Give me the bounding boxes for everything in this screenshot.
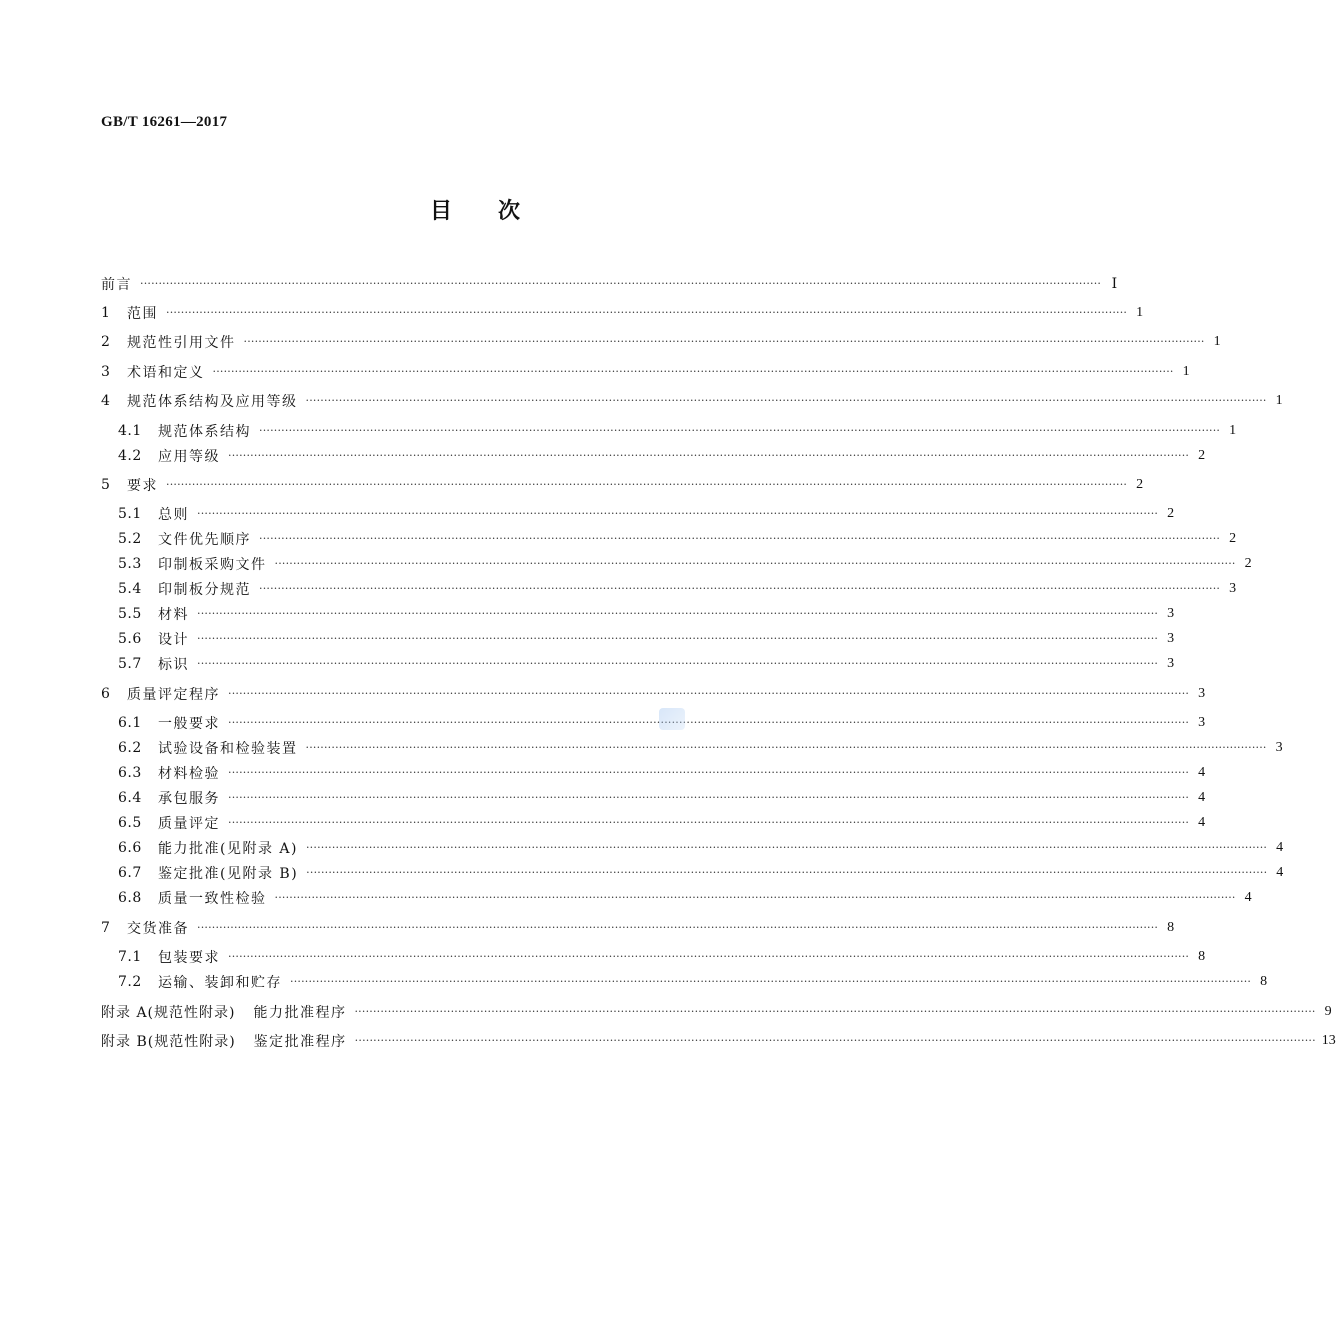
dot-leader: ···································································································································································································································································· xyxy=(197,921,1159,934)
toc-entry-title: 总则 xyxy=(158,507,189,523)
toc-title-part-2: 次 xyxy=(498,199,521,224)
toc-entry-title: 承包服务 xyxy=(158,791,220,807)
toc-entry-title: 鉴定批准程序 xyxy=(253,1034,347,1050)
toc-entry-number: 6.6 xyxy=(118,840,142,856)
toc-entry[interactable] xyxy=(101,1000,1332,1024)
toc-entry-page: 2 xyxy=(1136,477,1144,492)
dot-leader: ···································································································································································································································································· xyxy=(274,557,1236,570)
toc-entry-title: 试验设备和检验装置 xyxy=(158,741,298,757)
toc-entry-number: 6.2 xyxy=(118,740,142,756)
toc-entry-page: 1 xyxy=(1182,364,1190,379)
toc-entry-number: 6.4 xyxy=(118,790,142,806)
dot-leader: ···································································································································································································································································· xyxy=(274,891,1236,904)
toc-entry-title: 标识 xyxy=(158,657,189,673)
toc-entry-number: 附录 A(规范性附录) xyxy=(101,1005,236,1021)
toc-entry-title: 术语和定义 xyxy=(127,365,205,381)
toc-entry-page: 2 xyxy=(1167,506,1175,521)
toc-entry-number: 7.1 xyxy=(118,949,142,965)
toc-entry-number: 3 xyxy=(101,364,111,380)
toc-entry-title: 范围 xyxy=(127,306,158,322)
toc-entry-page: 4 xyxy=(1198,790,1206,805)
toc-entry-page: 4 xyxy=(1198,765,1206,780)
toc-entry-number: 4.2 xyxy=(118,448,142,464)
toc-entry-page: 2 xyxy=(1198,448,1206,463)
toc-entry[interactable] xyxy=(101,301,1144,325)
toc-entry-page: 8 xyxy=(1198,949,1206,964)
dot-leader: ···································································································································································································································································· xyxy=(197,632,1159,645)
toc-entry-page: 4 xyxy=(1244,890,1252,905)
dot-leader: ···································································································································································································································································· xyxy=(305,394,1267,407)
toc-entry-title: 规范性引用文件 xyxy=(127,335,236,351)
toc-entry-number: 5.7 xyxy=(118,656,142,672)
toc-entry-title: 印制板分规范 xyxy=(158,582,251,598)
toc-entry-title: 应用等级 xyxy=(158,449,220,465)
toc-entry[interactable] xyxy=(118,627,1175,651)
dot-leader: ···································································································································································································································································· xyxy=(228,816,1190,829)
toc-entry-number: 5 xyxy=(101,477,111,493)
toc-entry-title: 交货准备 xyxy=(127,921,189,937)
toc-entry-title: 质量评定程序 xyxy=(127,687,220,703)
toc-entry-page: 3 xyxy=(1229,581,1237,596)
toc-entry[interactable] xyxy=(118,602,1175,626)
toc-entry-title: 设计 xyxy=(158,632,189,648)
toc-entry-number: 6 xyxy=(101,686,111,702)
toc-entry-page: 8 xyxy=(1167,920,1175,935)
toc-entry[interactable] xyxy=(118,836,1284,860)
toc-entry-page: 8 xyxy=(1260,974,1268,989)
toc-entry-title: 质量评定 xyxy=(158,816,220,832)
dot-leader: ···································································································································································································································································· xyxy=(212,365,1174,378)
toc-entry-page: 4 xyxy=(1276,865,1284,880)
toc-entry-number: 6.5 xyxy=(118,815,142,831)
toc-entry-number: 6.1 xyxy=(118,715,142,731)
toc-entry-page: 9 xyxy=(1324,1004,1332,1019)
toc-entry[interactable] xyxy=(101,682,1206,706)
dot-leader: ···································································································································································································································································· xyxy=(305,841,1268,854)
toc-entry-number: 2 xyxy=(101,334,111,350)
toc-entry[interactable] xyxy=(118,444,1206,468)
dot-leader: ···································································································································································································································································· xyxy=(228,687,1190,700)
toc-entry-page: 13 xyxy=(1321,1033,1336,1048)
toc-entry-page: 3 xyxy=(1167,656,1175,671)
toc-entry-number: 5.5 xyxy=(118,606,142,622)
toc-entry-title: 要求 xyxy=(127,478,158,494)
toc-entry[interactable] xyxy=(101,272,1118,296)
toc-title xyxy=(0,194,950,225)
toc-entry-page: 3 xyxy=(1167,631,1175,646)
toc-entry-title: 前言 xyxy=(101,277,132,293)
toc-entry-title: 材料检验 xyxy=(158,766,220,782)
toc-entry[interactable] xyxy=(118,861,1284,885)
toc-entry[interactable] xyxy=(118,552,1252,576)
toc-entry[interactable] xyxy=(118,502,1175,526)
toc-entry-number: 5.6 xyxy=(118,631,142,647)
standard-code: GB/T 16261—2017 xyxy=(101,114,228,130)
toc-entry[interactable] xyxy=(118,970,1268,994)
toc-entry[interactable] xyxy=(101,389,1283,413)
dot-leader: ···································································································································································································································································· xyxy=(228,716,1190,729)
dot-leader: ···································································································································································································································································· xyxy=(305,741,1267,754)
toc-entry-page: 2 xyxy=(1229,531,1237,546)
toc-entry-number: 5.1 xyxy=(118,506,142,522)
toc-entry-page: 4 xyxy=(1276,840,1284,855)
toc-entry-number: 5.2 xyxy=(118,531,142,547)
toc-entry-title: 运输、装卸和贮存 xyxy=(158,975,282,991)
toc-entry[interactable] xyxy=(101,360,1190,384)
dot-leader: ···································································································································································································································································· xyxy=(259,424,1221,437)
toc-entry-title: 规范体系结构 xyxy=(158,424,251,440)
toc-entry-page: 1 xyxy=(1275,393,1283,408)
toc-title-part-1: 目 xyxy=(429,199,452,224)
toc-entry[interactable] xyxy=(101,916,1175,940)
dot-leader: ···································································································································································································································································· xyxy=(228,791,1190,804)
dot-leader: ···································································································································································································································································· xyxy=(354,1034,1316,1047)
toc-entry-page: 1 xyxy=(1213,334,1221,349)
toc-entry-number: 6.3 xyxy=(118,765,142,781)
toc-entry[interactable] xyxy=(118,786,1206,810)
watermark-logo-icon xyxy=(659,708,685,730)
toc-entry[interactable] xyxy=(118,886,1252,910)
toc-entry[interactable] xyxy=(118,577,1237,601)
toc-entry-number: 5.4 xyxy=(118,581,142,597)
toc-entry[interactable] xyxy=(118,711,1206,735)
toc-entry-page: 3 xyxy=(1275,740,1283,755)
toc-entry-page: 4 xyxy=(1198,815,1206,830)
toc-entry[interactable] xyxy=(118,652,1175,676)
toc-entry-page: 1 xyxy=(1136,305,1144,320)
dot-leader: ···································································································································································································································································· xyxy=(197,657,1159,670)
toc-entry-number: 7.2 xyxy=(118,974,142,990)
toc-entry[interactable] xyxy=(101,473,1144,497)
dot-leader: ···································································································································································································································································· xyxy=(243,335,1205,348)
dot-leader: ···································································································································································································································································· xyxy=(306,866,1268,879)
toc-entry-title: 印制板采购文件 xyxy=(158,557,267,573)
toc-entry-page: 2 xyxy=(1244,556,1252,571)
toc-entry-number: 4.1 xyxy=(118,423,142,439)
toc-entry-title: 质量一致性检验 xyxy=(158,891,267,907)
toc-entry-title: 包装要求 xyxy=(158,950,220,966)
dot-leader: ···································································································································································································································································· xyxy=(259,532,1221,545)
toc-entry[interactable] xyxy=(118,527,1237,551)
toc-entry[interactable] xyxy=(118,811,1206,835)
dot-leader: ···································································································································································································································································· xyxy=(166,478,1128,491)
toc-entry-number: 1 xyxy=(101,305,111,321)
toc-entry[interactable] xyxy=(118,736,1283,760)
toc-entry-number: 4 xyxy=(101,393,111,409)
toc-entry-title: 鉴定批准(见附录 B) xyxy=(158,866,299,882)
toc-entry-number: 5.3 xyxy=(118,556,142,572)
toc-entry-page: 1 xyxy=(1229,423,1237,438)
toc-entry-title: 能力批准(见附录 A) xyxy=(158,841,298,857)
toc-entry[interactable] xyxy=(101,330,1221,354)
toc-entry-page: 3 xyxy=(1198,686,1206,701)
dot-leader: ···································································································································································································································································· xyxy=(354,1005,1316,1018)
toc-entry-title: 规范体系结构及应用等级 xyxy=(127,394,298,410)
dot-leader: ···································································································································································································································································· xyxy=(140,277,1102,290)
toc-entry[interactable] xyxy=(101,1029,1336,1053)
dot-leader: ···································································································································································································································································· xyxy=(197,607,1159,620)
dot-leader: ···································································································································································································································································· xyxy=(197,507,1159,520)
toc-entry[interactable] xyxy=(118,945,1206,969)
toc-entry[interactable] xyxy=(118,419,1237,443)
dot-leader: ···································································································································································································································································· xyxy=(166,306,1128,319)
dot-leader: ···································································································································································································································································· xyxy=(259,582,1221,595)
toc-entry[interactable] xyxy=(118,761,1206,785)
toc-entry-number: 附录 B(规范性附录) xyxy=(101,1034,236,1050)
toc-entry-page: 3 xyxy=(1198,715,1206,730)
toc-entry-page: 3 xyxy=(1167,606,1175,621)
toc-entry-title: 能力批准程序 xyxy=(253,1005,347,1021)
dot-leader: ···································································································································································································································································· xyxy=(290,975,1252,988)
dot-leader: ···································································································································································································································································· xyxy=(228,766,1190,779)
toc-entry-title: 材料 xyxy=(158,607,189,623)
dot-leader: ···································································································································································································································································· xyxy=(228,950,1190,963)
toc-entry-page: Ⅰ xyxy=(1111,276,1118,292)
toc-entry-title: 文件优先顺序 xyxy=(158,532,251,548)
toc-entry-title: 一般要求 xyxy=(158,716,220,732)
toc-entry-number: 6.8 xyxy=(118,890,142,906)
dot-leader: ···································································································································································································································································· xyxy=(228,449,1190,462)
toc-entry-number: 6.7 xyxy=(118,865,142,881)
toc-entry-number: 7 xyxy=(101,920,111,936)
